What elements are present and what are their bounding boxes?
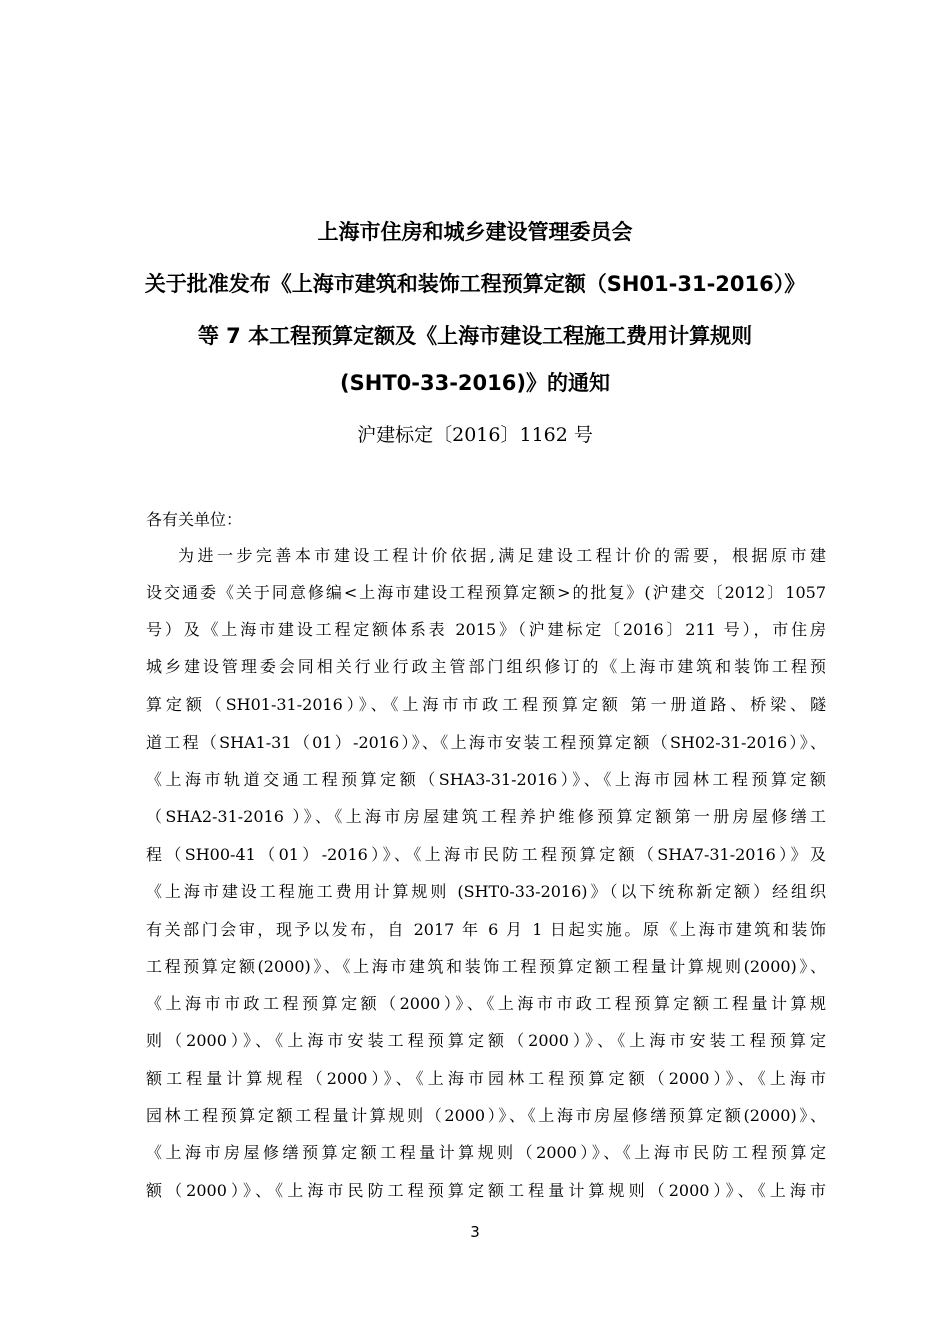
- document-number: 沪建标定〔2016〕1162 号: [357, 424, 593, 446]
- body-line: 《上海市市政工程预算定额（2000）》、《上海市市政工程预算定额工程量计算规: [146, 994, 826, 1013]
- body-line: 城乡建设管理委会同相关行业行政主管部门组织修订的《上海市建筑和装饰工程预: [146, 657, 826, 676]
- body-line: 有关部门会审，现予以发布，自 2017 年 6 月 1 日起实施。原《上海市建筑和装饰: [146, 920, 826, 939]
- title-line-2: 关于批准发布《上海市建筑和装饰工程预算定额（SH01-31-2016）》: [144, 272, 806, 296]
- salutation: 各有关单位：: [146, 510, 243, 529]
- body-line: 号）及《上海市建设工程定额体系表 2015》（沪建标定〔2016〕211 号），市住房: [146, 620, 826, 639]
- body-line: 道工程（SHA1-31（01）-2016）》、《上海市安装工程预算定额（SH02-31-2016）》、: [146, 733, 826, 752]
- title-line-1: 上海市住房和城乡建设管理委员会: [317, 220, 633, 244]
- body-line: （SHA2-31-2016 ）》、《上海市房屋建筑工程养护维修预算定额第一册房屋修缮工: [146, 807, 826, 826]
- body-line: 则（2000）》、《上海市安装工程预算定额（2000）》、《上海市安装工程预算定: [146, 1031, 826, 1050]
- body-line: 为进一步完善本市建设工程计价依据,满足建设工程计价的需要，根据原市建: [178, 546, 826, 565]
- body-line: 工程预算定额(2000)》、《上海市建筑和装饰工程预算定额工程量计算规则(2000)》、: [146, 957, 826, 976]
- body-line: 额工程量计算规程（2000）》、《上海市园林工程预算定额（2000）》、《上海市: [146, 1069, 826, 1088]
- title-line-3: 等 7 本工程预算定额及《上海市建设工程施工费用计算规则: [197, 324, 753, 348]
- title-line-4: (SHT0-33-2016)》的通知: [340, 371, 610, 395]
- body-line: 园林工程预算定额工程量计算规则（2000）》、《上海市房屋修缮预算定额(2000)》、: [146, 1106, 826, 1125]
- body-line: 《上海市轨道交通工程预算定额（SHA3-31-2016）》、《上海市园林工程预算定额: [146, 770, 826, 789]
- body-line: 《上海市建设工程施工费用计算规则 (SHT0-33-2016)》（以下统称新定额）经组织: [146, 882, 826, 901]
- body-line: 程（SH00-41（01）-2016）》、《上海市民防工程预算定额（SHA7-31-2016）》及: [146, 845, 826, 864]
- body-line: 设交通委《关于同意修编<上海市建设工程预算定额>的批复》(沪建交〔2012〕1057: [146, 583, 826, 602]
- body-line: 《上海市房屋修缮预算定额工程量计算规则（2000）》、《上海市民防工程预算定: [146, 1143, 826, 1162]
- body-line: 算定额（SH01-31-2016）》、《上海市市政工程预算定额 第一册道路、桥梁、隧: [146, 695, 826, 714]
- body-line: 额（2000）》、《上海市民防工程预算定额工程量计算规则（2000）》、《上海市: [146, 1181, 826, 1200]
- page-number: 3: [470, 1223, 480, 1241]
